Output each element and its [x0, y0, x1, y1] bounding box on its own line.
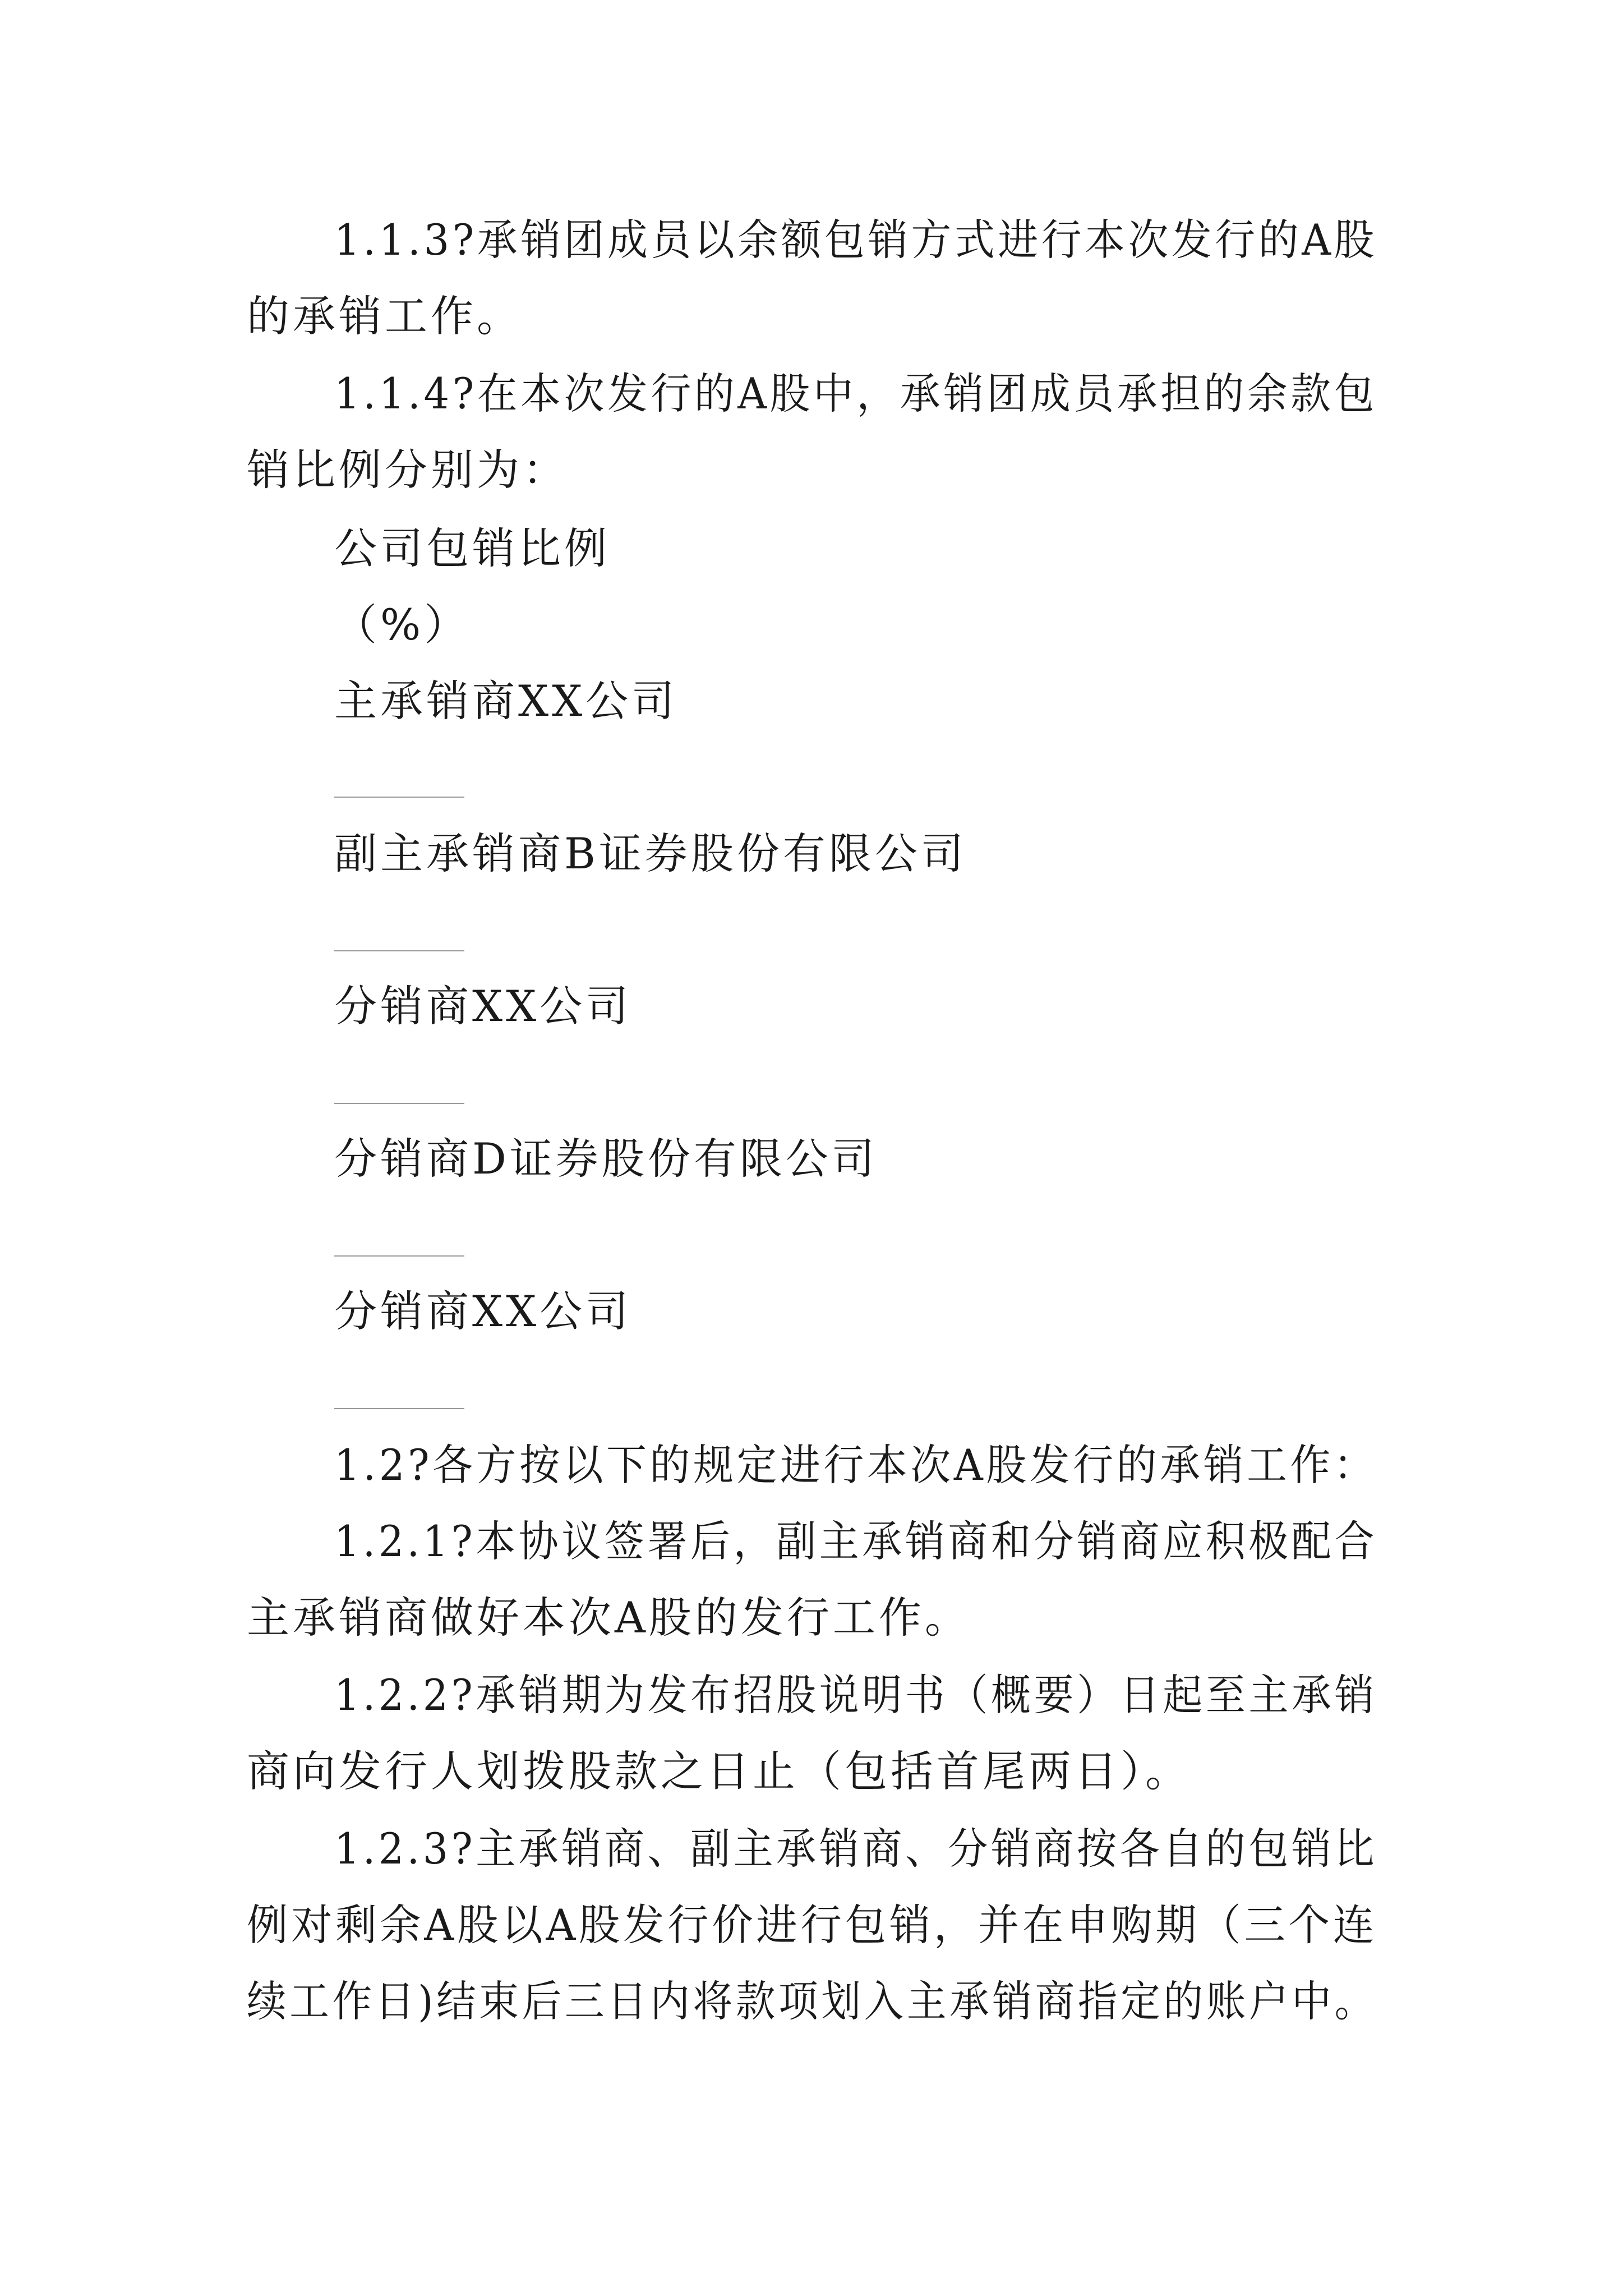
table-row-divider — [334, 1103, 464, 1104]
paragraph-1-1-3-line-1: 1.1.3?承销团成员以余额包销方式进行本次发行的A股 — [334, 215, 1378, 265]
table-header-unit: （%） — [334, 600, 471, 650]
table-header-company-ratio: 公司包销比例 — [334, 523, 610, 573]
table-row-company: 分销商XX公司 — [334, 1286, 632, 1336]
paragraph-1-2-3-line-1: 1.2.3?主承销商、副主承销商、分销商按各自的包销比 — [334, 1824, 1378, 1874]
paragraph-1-2-2-line-2: 商向发行人划拨股款之日止（包括首尾两日）。 — [247, 1746, 1191, 1796]
table-row-divider — [334, 1255, 464, 1257]
table-row-divider — [334, 797, 464, 798]
paragraph-1-2-1-line-2: 主承销商做好本次A股的发行工作。 — [247, 1593, 971, 1642]
paragraph-1-2-3-line-3: 续工作日)结束后三日内将款项划入主承销商指定的账户中。 — [247, 1976, 1377, 2026]
paragraph-1-2-line-1: 1.2?各方按以下的规定进行本次A股发行的承销工作： — [334, 1440, 1377, 1490]
table-row-divider — [334, 950, 464, 951]
paragraph-1-2-1-line-1: 1.2.1?本协议签署后，副主承销商和分销商应积极配合 — [334, 1516, 1378, 1566]
paragraph-1-1-4-line-2: 销比例分别为： — [247, 445, 569, 495]
table-row-company: 分销商XX公司 — [334, 981, 632, 1031]
table-row-divider — [334, 1408, 464, 1409]
table-row-company: 分销商D证券股份有限公司 — [334, 1134, 878, 1184]
table-row-company: 副主承销商B证券股份有限公司 — [334, 829, 967, 878]
paragraph-1-2-3-line-2: 例对剩余A股以A股发行价进行包销，并在申购期（三个连 — [247, 1900, 1377, 1950]
paragraph-1-1-4-line-1: 1.1.4?在本次发行的A股中，承销团成员承担的余款包 — [334, 369, 1378, 418]
table-row-company: 主承销商XX公司 — [334, 676, 678, 726]
paragraph-1-1-3-line-2: 的承销工作。 — [247, 291, 523, 341]
paragraph-1-2-2-line-1: 1.2.2?承销期为发布招股说明书（概要）日起至主承销 — [334, 1670, 1378, 1720]
